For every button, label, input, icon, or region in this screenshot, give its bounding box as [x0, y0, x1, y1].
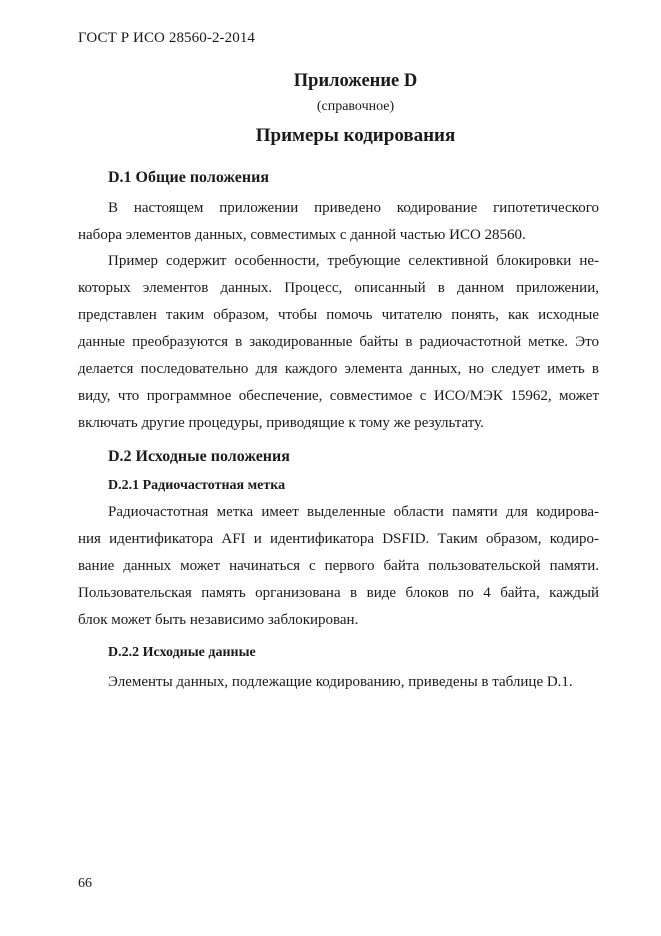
- paragraph-line: набора элементов данных, совместимых с данной частью ИСО 28560.: [78, 227, 526, 243]
- paragraph-line: блок может быть независимо заблокирован.: [78, 612, 359, 628]
- paragraph-line: данные преобразуются в закодированные байты в радиочастотной метке. Это: [78, 334, 599, 350]
- paragraph-line: В настоящем приложении приведено кодирование гипотетического: [108, 200, 599, 216]
- paragraph-line: Пользовательская память организована в виде блоков по 4 байта, каждый: [78, 585, 599, 601]
- section-d21-heading: D.2.1 Радиочастотная метка: [108, 478, 286, 493]
- paragraph-line: которых элементов данных. Процесс, описанный в данном приложении,: [78, 280, 599, 296]
- section-d1-paragraph-1: [78, 195, 599, 249]
- paragraph-line: Пример содержит особенности, требующие селективной блокировки не-: [108, 253, 599, 269]
- appendix-title: Приложение D: [293, 71, 418, 91]
- page-number: 66: [78, 876, 92, 891]
- paragraph-line: ния идентификатора AFI и идентификатора DSFID. Таким образом, кодиро-: [78, 531, 599, 547]
- paragraph-line: Радиочастотная метка имеет выделенные области памяти для кодирова-: [108, 504, 599, 520]
- appendix-subtitle: (справочное): [316, 99, 395, 114]
- paragraph-line: виду, что программное обеспечение, совместимое с ИСО/МЭК 15962, может: [78, 388, 599, 404]
- paragraph-line: делается последовательно для каждого элемента данных, но следует иметь в: [78, 361, 599, 377]
- paragraph-line: включать другие процедуры, приводящие к тому же результату.: [78, 415, 484, 431]
- section-d1-paragraph-2: [78, 248, 599, 437]
- paragraph-line: Элементы данных, подлежащие кодированию, приведены в таблице D.1.: [108, 674, 573, 690]
- section-d22-heading: D.2.2 Исходные данные: [108, 645, 256, 660]
- standard-header: ГОСТ Р ИСО 28560-2-2014: [78, 30, 256, 46]
- paragraph-line: представлен таким образом, чтобы помочь читателю понять, как исходные: [78, 307, 599, 323]
- section-d2-heading: D.2 Исходные положения: [108, 448, 290, 465]
- section-d21-paragraph-1: [78, 499, 599, 634]
- section-d22-paragraph-1: [78, 669, 599, 696]
- section-d1-heading: D.1 Общие положения: [108, 169, 269, 186]
- appendix-main-title: Примеры кодирования: [255, 125, 456, 146]
- paragraph-line: вание данных может начинаться с первого байта пользовательской памяти.: [78, 558, 599, 574]
